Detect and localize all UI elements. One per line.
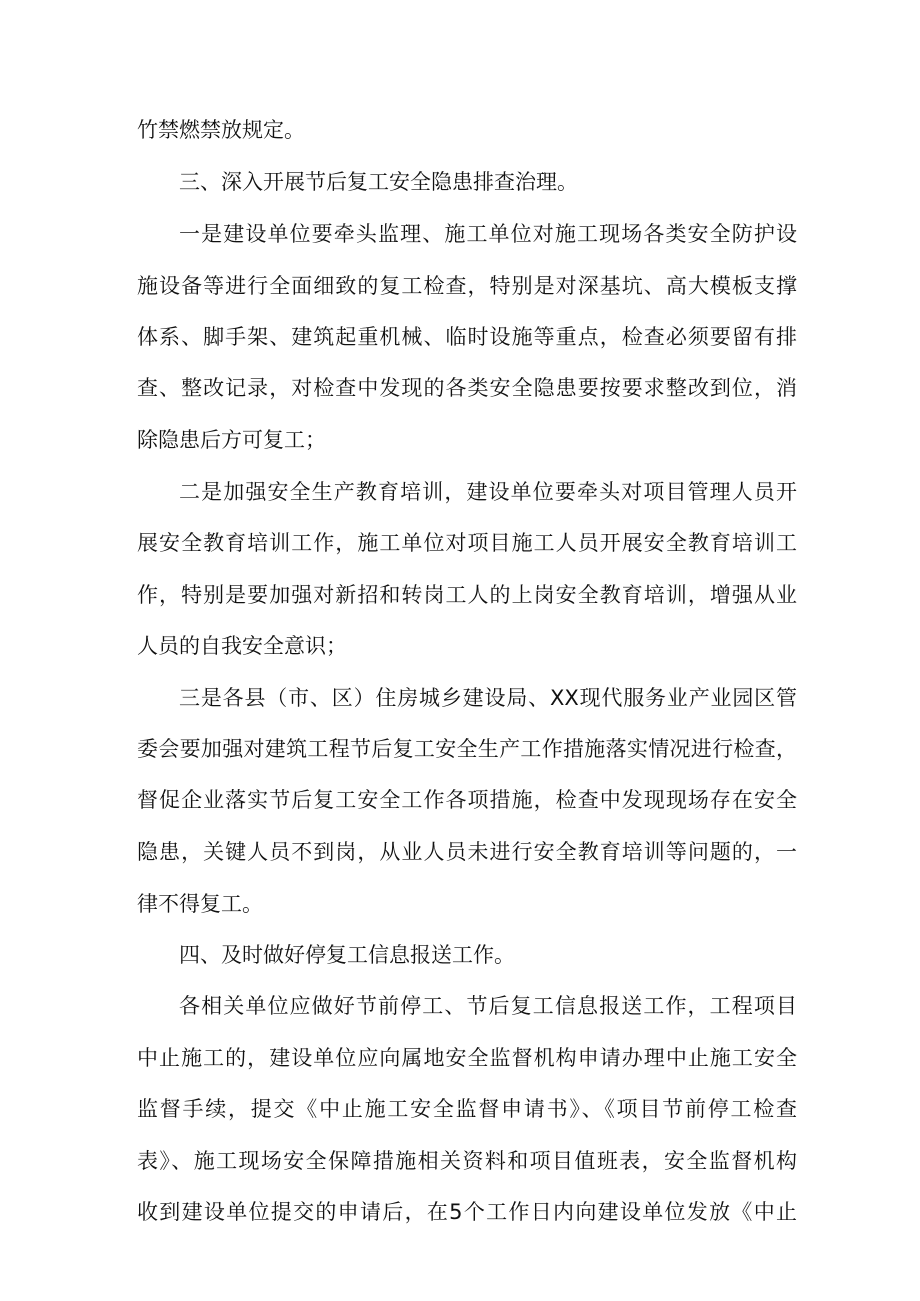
text-line: 律不得复工。: [137, 892, 263, 916]
text-line: 收到建设单位提交的申请后，在5个工作日内向建设单位发放《中止: [137, 1200, 797, 1224]
text-line: 作，特别是要加强对新招和转岗工人的上岗安全教育培训，增强从业: [137, 583, 797, 607]
text-line: 一是建设单位要牵头监理、施工单位对施工现场各类安全防护设: [179, 222, 797, 246]
text-line: 除隐患后方可复工；: [137, 428, 326, 452]
text-line: 展安全教育培训工作，施工单位对项目施工人员开展安全教育培训工: [137, 531, 797, 555]
text-line: 人员的自我安全意识；: [137, 634, 347, 658]
text-line: 各相关单位应做好节前停工、节后复工信息报送工作，工程项目: [179, 994, 797, 1018]
text-line: 表》、施工现场安全保障措施相关资料和项目值班表，安全监督机构: [137, 1149, 797, 1173]
text-line: 督促企业落实节后复工安全工作各项措施，检查中发现现场存在安全: [137, 788, 797, 812]
text-line: 中止施工的，建设单位应向属地安全监督机构申请办理中止施工安全: [137, 1046, 797, 1070]
text-line: 三是各县（市、区）住房城乡建设局、XX现代服务业产业园区管: [179, 686, 797, 710]
text-line: 监督手续，提交《中止施工安全监督申请书》、《项目节前停工检查: [137, 1097, 797, 1121]
text-line: 体系、脚手架、建筑起重机械、临时设施等重点，检查必须要留有排: [137, 325, 797, 349]
text-line: 查、整改记录，对检查中发现的各类安全隐患要按要求整改到位，消: [137, 376, 797, 400]
text-line: 委会要加强对建筑工程节后复工安全生产工作措施落实情况进行检查，: [137, 737, 797, 761]
section-heading: 四、及时做好停复工信息报送工作。: [179, 943, 515, 967]
text-line: 施设备等进行全面细致的复工检查，特别是对深基坑、高大模板支撑: [137, 274, 797, 298]
text-line: 隐患，关键人员不到岗，从业人员未进行安全教育培训等问题的，一: [137, 840, 797, 864]
text-line: 二是加强安全生产教育培训，建设单位要牵头对项目管理人员开: [179, 480, 797, 504]
section-heading: 三、深入开展节后复工安全隐患排查治理。: [179, 170, 578, 194]
text-line: 竹禁燃禁放规定。: [137, 118, 305, 142]
